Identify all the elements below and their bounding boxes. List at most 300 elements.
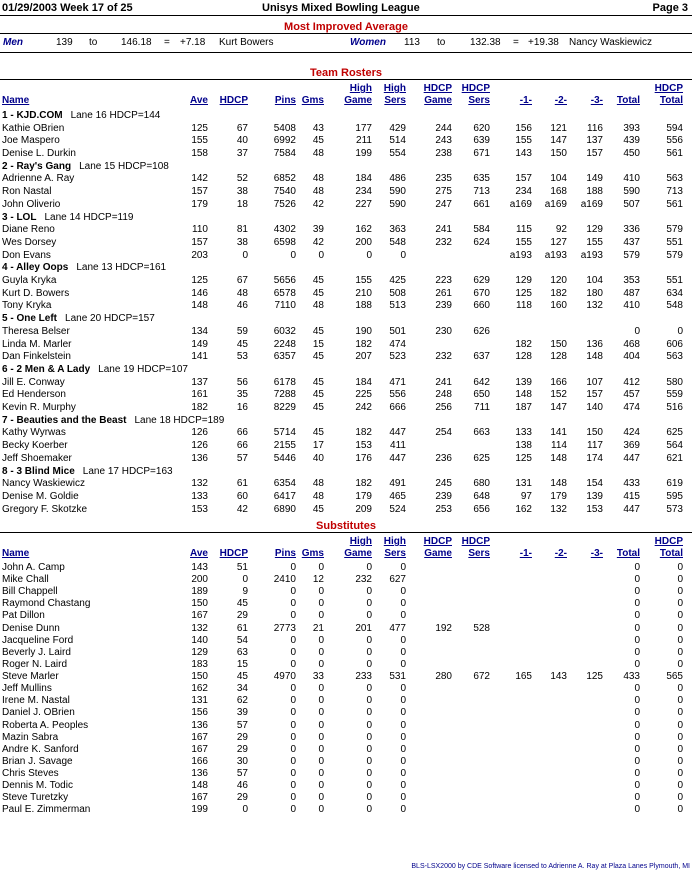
col-header-g2: -2-: [554, 95, 567, 106]
sub-hdcp: 61: [236, 623, 248, 634]
sub-pins: 2410: [273, 574, 296, 585]
player-ave: 136: [191, 453, 208, 464]
player-hdcp-total: 564: [666, 440, 683, 451]
col-header-ave: Ave: [190, 548, 208, 559]
team-lane-hdcp: Lane 20 HDCP=157: [65, 313, 155, 325]
player-name: Theresa Belser: [2, 326, 70, 337]
sub-name: Chris Steves: [2, 768, 59, 779]
player-gms: 15: [312, 339, 324, 350]
women-gain: +19.38: [528, 37, 559, 48]
sub-total: 0: [634, 695, 640, 706]
sub-total: 0: [634, 768, 640, 779]
player-g3: 180: [586, 288, 603, 299]
sub-total: 0: [634, 598, 640, 609]
sub-name: Irene M. Nastal: [2, 695, 70, 706]
sub-ave: 162: [191, 683, 208, 694]
player-pins: 6992: [273, 135, 296, 146]
sub-total: 0: [634, 562, 640, 573]
sub-high-sers: 0: [400, 586, 406, 597]
player-hdcp-total: 573: [666, 504, 683, 515]
sub-high-sers: 0: [400, 695, 406, 706]
sub-gms: 0: [318, 780, 324, 791]
sub-high-game: 0: [366, 720, 372, 731]
player-hdcp-total: 551: [666, 275, 683, 286]
player-ave: 149: [191, 339, 208, 350]
player-gms: 48: [312, 186, 324, 197]
sub-pins: 2773: [273, 623, 296, 634]
player-g2: 92: [555, 224, 567, 235]
sub-hdcp-total: 0: [677, 610, 683, 621]
sub-hdcp-total: 565: [666, 671, 683, 682]
most-improved-rule-top: [0, 33, 692, 34]
sub-total: 0: [634, 623, 640, 634]
sub-total: 0: [634, 720, 640, 731]
player-hdcp-sers: 661: [473, 199, 490, 210]
player-g1: 157: [515, 173, 532, 184]
team-name: 7 - Beauties and the Beast: [2, 414, 127, 426]
player-gms: 0: [318, 250, 324, 261]
player-total: 424: [623, 427, 640, 438]
player-pins: 6417: [273, 491, 296, 502]
player-hdcp-total: 559: [666, 389, 683, 400]
player-pins: 7540: [273, 186, 296, 197]
player-g3: 157: [586, 148, 603, 159]
player-ave: 137: [191, 377, 208, 388]
player-high-game: 176: [355, 453, 372, 464]
col-header-gms: Gms: [301, 548, 324, 559]
player-high-game: 199: [355, 148, 372, 159]
player-name: Diane Reno: [2, 224, 55, 235]
player-name: Linda M. Marler: [2, 339, 72, 350]
player-total: 433: [623, 478, 640, 489]
sub-hdcp: 9: [242, 586, 248, 597]
sub-name: Andre K. Sanford: [2, 744, 79, 755]
player-g2: 114: [551, 440, 567, 451]
player-total: 450: [623, 148, 640, 159]
player-pins: 6032: [273, 326, 296, 337]
player-ave: 153: [191, 504, 208, 515]
player-high-game: 210: [355, 288, 372, 299]
sub-gms: 0: [318, 707, 324, 718]
player-high-game: 209: [355, 504, 372, 515]
sub-high-game: 0: [366, 732, 372, 743]
col-header-hdcp-game: Game: [424, 548, 452, 559]
player-hdcp-total: 0: [677, 326, 683, 337]
sub-high-sers: 0: [400, 732, 406, 743]
sub-hdcp-total: 0: [677, 756, 683, 767]
sub-pins: 0: [290, 744, 296, 755]
player-pins: 6890: [273, 504, 296, 515]
sub-total: 0: [634, 780, 640, 791]
player-high-game: 211: [356, 135, 372, 146]
team-lane-hdcp: Lane 19 HDCP=107: [98, 364, 188, 375]
sub-high-game: 233: [355, 671, 372, 682]
player-hdcp: 48: [236, 288, 248, 299]
player-total: 487: [623, 288, 640, 299]
player-hdcp: 42: [236, 504, 248, 515]
sub-high-sers: 627: [389, 574, 406, 585]
sub-name: Mazin Sabra: [2, 732, 59, 743]
player-hdcp: 81: [236, 224, 248, 235]
player-ave: 125: [191, 275, 208, 286]
player-high-sers: 523: [389, 351, 406, 362]
player-g2: 150: [550, 339, 567, 350]
player-hdcp-game: 261: [435, 288, 452, 299]
player-hdcp: 67: [236, 275, 248, 286]
player-hdcp: 57: [236, 453, 248, 464]
player-name: Ron Nastal: [2, 186, 52, 197]
player-gms: 48: [312, 491, 324, 502]
player-g3: 104: [586, 275, 603, 286]
team-lane-hdcp: Lane 14 HDCP=119: [44, 211, 134, 223]
player-hdcp: 52: [236, 173, 248, 184]
player-g3: 117: [587, 440, 603, 451]
player-g2: 147: [550, 135, 567, 146]
sub-name: Daniel J. OBrien: [2, 707, 75, 718]
player-g1: 162: [515, 504, 532, 515]
sub-total: 0: [634, 756, 640, 767]
sub-total: 0: [634, 683, 640, 694]
player-g1: 187: [515, 402, 532, 413]
player-hdcp-sers: 656: [473, 504, 490, 515]
player-hdcp-game: 236: [435, 453, 452, 464]
sub-high-game: 0: [366, 695, 372, 706]
team-lane-hdcp: Lane 13 HDCP=161: [76, 262, 167, 274]
player-pins: 7110: [274, 300, 296, 311]
player-high-sers: 590: [389, 199, 406, 210]
sub-hdcp-total: 0: [677, 598, 683, 609]
col-header-g3: -3-: [590, 548, 603, 559]
player-high-game: 184: [355, 173, 372, 184]
team-name: 3 - LOL: [2, 211, 37, 223]
player-high-game: 182: [355, 339, 372, 350]
sub-hdcp: 51: [236, 562, 248, 573]
player-ave: 161: [191, 389, 208, 400]
player-name: Denise L. Durkin: [2, 148, 76, 159]
player-hdcp-game: 238: [435, 148, 452, 159]
sub-high-sers: 531: [389, 671, 406, 682]
col-header-high-sers: Sers: [384, 548, 406, 559]
player-hdcp-game: 239: [435, 300, 452, 311]
sub-name: Dennis M. Todic: [2, 780, 73, 791]
date-week: 01/29/2003 Week 17 of 25: [2, 2, 133, 14]
player-hdcp: 38: [236, 186, 248, 197]
sub-name: Bill Chappell: [2, 586, 58, 597]
player-high-game: 153: [355, 440, 372, 451]
sub-pins: 0: [290, 756, 296, 767]
page-number: Page 3: [652, 2, 688, 14]
most-improved-rule-bottom: [0, 52, 692, 53]
col-header-gms: Gms: [301, 95, 324, 106]
col-header-hdcp-game: HDCP: [423, 83, 452, 94]
player-hdcp-sers: 625: [473, 453, 490, 464]
player-g3: 148: [586, 351, 603, 362]
player-hdcp-sers: 629: [473, 275, 490, 286]
player-hdcp: 0: [242, 250, 248, 261]
player-gms: 43: [312, 123, 324, 134]
sub-name: Pat Dillon: [2, 610, 45, 621]
sub-high-sers: 0: [400, 804, 406, 815]
sub-high-sers: 0: [400, 780, 406, 791]
team-name: 4 - Alley Oops: [2, 262, 69, 274]
player-ave: 155: [191, 135, 208, 146]
player-ave: 158: [191, 148, 208, 159]
player-total: 415: [623, 491, 640, 502]
col-header-g3: -3-: [590, 95, 603, 106]
substitutes-rule: [0, 532, 692, 533]
player-g2: 168: [550, 186, 567, 197]
sub-ave: 150: [191, 598, 208, 609]
player-high-game: 182: [355, 478, 372, 489]
substitutes-title: Substitutes: [316, 520, 376, 532]
player-hdcp: 46: [236, 300, 248, 311]
sub-hdcp-total: 0: [677, 780, 683, 791]
player-name: John Oliverio: [2, 199, 61, 210]
player-ave: 142: [191, 173, 208, 184]
sub-gms: 0: [318, 756, 324, 767]
sub-hdcp-total: 0: [677, 586, 683, 597]
col-header-high-sers: Sers: [384, 95, 406, 106]
col-header-pins: Pins: [274, 95, 296, 106]
men-from: 139: [56, 37, 73, 48]
team-name: 8 - 3 Blind Mice: [2, 465, 75, 477]
player-pins: 6578: [273, 288, 296, 299]
sub-hdcp-total: 0: [677, 732, 683, 743]
col-header-hdcp-game: Game: [424, 95, 452, 106]
player-high-game: 200: [355, 237, 372, 248]
player-hdcp-total: 595: [666, 491, 683, 502]
player-high-sers: 508: [389, 288, 406, 299]
sub-gms: 0: [318, 744, 324, 755]
men-to-word: to: [89, 37, 98, 48]
team-rosters-rule: [0, 79, 692, 80]
col-header-hdcp-total: Total: [659, 548, 683, 559]
player-g2: 182: [550, 288, 567, 299]
sub-hdcp: 46: [236, 780, 248, 791]
player-hdcp-game: 275: [435, 186, 452, 197]
player-g2: a193: [544, 250, 567, 261]
player-high-game: 190: [355, 326, 372, 337]
col-header-name: Name: [2, 548, 30, 559]
player-total: 0: [634, 326, 640, 337]
player-hdcp-game: 244: [435, 123, 452, 134]
player-g2: 121: [550, 123, 567, 134]
sub-pins: 0: [290, 780, 296, 791]
player-hdcp-sers: 711: [474, 402, 490, 413]
player-hdcp-sers: 637: [473, 351, 490, 362]
sub-total: 0: [634, 586, 640, 597]
header-rule: [0, 15, 692, 16]
player-name: Wes Dorsey: [2, 237, 57, 248]
sub-pins: 0: [290, 610, 296, 621]
player-high-sers: 425: [389, 275, 406, 286]
player-hdcp: 61: [236, 478, 248, 489]
team-heading: [2, 110, 160, 121]
player-hdcp-game: 247: [435, 199, 452, 210]
player-total: 468: [623, 339, 640, 350]
player-high-game: 182: [355, 427, 372, 438]
player-hdcp-sers: 642: [473, 377, 490, 388]
sub-gms: 0: [318, 598, 324, 609]
sub-name: Paul E. Zimmerman: [2, 804, 91, 815]
league-name: Unisys Mixed Bowling League: [262, 2, 420, 14]
player-hdcp-sers: 624: [473, 237, 490, 248]
player-hdcp-sers: 713: [473, 186, 490, 197]
player-g1: 125: [515, 453, 532, 464]
sub-hdcp-total: 0: [677, 707, 683, 718]
player-name: Dan Finkelstein: [2, 351, 71, 362]
col-header-name: Name: [2, 95, 30, 106]
sub-high-sers: 0: [400, 659, 406, 670]
player-g2: 148: [550, 453, 567, 464]
player-hdcp-total: 548: [666, 300, 683, 311]
player-gms: 45: [312, 427, 324, 438]
player-g2: 132: [550, 504, 567, 515]
player-g1: 155: [515, 135, 532, 146]
col-header-high-game: Game: [344, 548, 372, 559]
col-header-hdcp-total: HDCP: [654, 536, 683, 547]
player-gms: 42: [312, 237, 324, 248]
men-name: Kurt Bowers: [219, 37, 274, 48]
player-high-sers: 486: [389, 173, 406, 184]
player-gms: 45: [312, 326, 324, 337]
sub-high-game: 0: [366, 744, 372, 755]
sub-total: 0: [634, 744, 640, 755]
sub-ave: 167: [191, 610, 208, 621]
sub-hdcp: 0: [242, 574, 248, 585]
team-name: 5 - One Left: [2, 313, 58, 325]
player-total: 579: [623, 250, 640, 261]
sub-hdcp-total: 0: [677, 683, 683, 694]
sub-ave: 167: [191, 744, 208, 755]
sub-hdcp-sers: 528: [473, 623, 490, 634]
player-g1: 131: [515, 478, 532, 489]
player-high-game: 179: [355, 491, 372, 502]
men-eq: =: [164, 37, 170, 48]
player-hdcp-game: 256: [435, 402, 452, 413]
sub-hdcp-total: 0: [677, 804, 683, 815]
col-header-g1: -1-: [519, 548, 532, 559]
sub-high-game: 0: [366, 804, 372, 815]
player-gms: 48: [312, 173, 324, 184]
sub-hdcp-total: 0: [677, 659, 683, 670]
sub-name: Raymond Chastang: [2, 598, 91, 609]
player-ave: 148: [191, 300, 208, 311]
player-g1: 138: [515, 440, 532, 451]
player-g3: 129: [586, 224, 603, 235]
player-ave: 125: [191, 123, 208, 134]
player-hdcp: 35: [236, 389, 248, 400]
player-hdcp: 67: [236, 123, 248, 134]
col-header-high-game: High: [349, 536, 372, 547]
player-hdcp-total: 563: [666, 173, 683, 184]
sub-hdcp: 62: [236, 695, 248, 706]
sub-ave: 136: [191, 720, 208, 731]
player-gms: 45: [312, 288, 324, 299]
sub-ave: 183: [191, 659, 208, 670]
col-header-total: Total: [616, 95, 640, 106]
player-hdcp-game: 253: [435, 504, 452, 515]
sub-high-game: 232: [355, 574, 372, 585]
men-label: Men: [3, 37, 23, 48]
sub-high-game: 201: [355, 623, 372, 634]
player-name: Ed Henderson: [2, 389, 66, 400]
player-name: Adrienne A. Ray: [2, 173, 75, 184]
player-hdcp-game: 232: [435, 351, 452, 362]
player-hdcp: 16: [236, 402, 248, 413]
player-high-sers: 491: [389, 478, 406, 489]
sub-total: 0: [634, 574, 640, 585]
sub-ave: 166: [191, 756, 208, 767]
player-pins: 5714: [273, 427, 296, 438]
sub-gms: 0: [318, 792, 324, 803]
player-pins: 5408: [273, 123, 296, 134]
player-g3: 136: [586, 339, 603, 350]
player-hdcp-total: 621: [666, 453, 683, 464]
sub-gms: 0: [318, 804, 324, 815]
player-gms: 45: [312, 377, 324, 388]
player-g1: 115: [516, 224, 532, 235]
sub-gms: 0: [318, 659, 324, 670]
player-hdcp-sers: 584: [473, 224, 490, 235]
player-name: Jill E. Conway: [2, 377, 65, 388]
sub-ave: 167: [191, 732, 208, 743]
sub-high-game: 0: [366, 792, 372, 803]
player-hdcp-total: 579: [666, 250, 683, 261]
player-total: 457: [623, 389, 640, 400]
sub-hdcp: 30: [236, 756, 248, 767]
player-ave: 126: [191, 427, 208, 438]
player-high-game: 242: [355, 402, 372, 413]
team-lane-hdcp: Lane 17 HDCP=163: [82, 465, 173, 477]
sub-high-sers: 0: [400, 792, 406, 803]
player-pins: 4302: [273, 224, 296, 235]
sub-ave: 136: [191, 768, 208, 779]
sub-pins: 0: [290, 562, 296, 573]
sub-pins: 0: [290, 683, 296, 694]
sub-gms: 33: [312, 671, 324, 682]
sub-name: Denise Dunn: [2, 623, 60, 634]
player-total: 410: [623, 300, 640, 311]
player-ave: 146: [191, 288, 208, 299]
sub-gms: 0: [318, 683, 324, 694]
player-ave: 134: [191, 326, 208, 337]
player-hdcp-total: 556: [666, 135, 683, 146]
player-hdcp-total: 619: [666, 478, 683, 489]
player-ave: 132: [191, 478, 208, 489]
player-pins: 5446: [273, 453, 296, 464]
sub-name: Roger N. Laird: [2, 659, 68, 670]
player-name: Guyla Kryka: [2, 275, 57, 286]
col-header-pins: Pins: [274, 548, 296, 559]
player-g3: 153: [586, 504, 603, 515]
team-heading: [2, 466, 173, 477]
sub-ave: 189: [191, 586, 208, 597]
sub-hdcp-total: 0: [677, 562, 683, 573]
sub-name: Jeff Mullins: [2, 683, 52, 694]
player-gms: 45: [312, 402, 324, 413]
team-lane-hdcp: Lane 16 HDCP=144: [70, 110, 161, 121]
sub-g1: 165: [515, 671, 532, 682]
player-gms: 45: [312, 135, 324, 146]
player-hdcp: 66: [236, 427, 248, 438]
player-hdcp-sers: 670: [473, 288, 490, 299]
sub-pins: 0: [290, 732, 296, 743]
sub-ave: 131: [191, 695, 208, 706]
player-hdcp-total: 563: [666, 351, 683, 362]
sub-gms: 0: [318, 586, 324, 597]
sub-hdcp-total: 0: [677, 574, 683, 585]
